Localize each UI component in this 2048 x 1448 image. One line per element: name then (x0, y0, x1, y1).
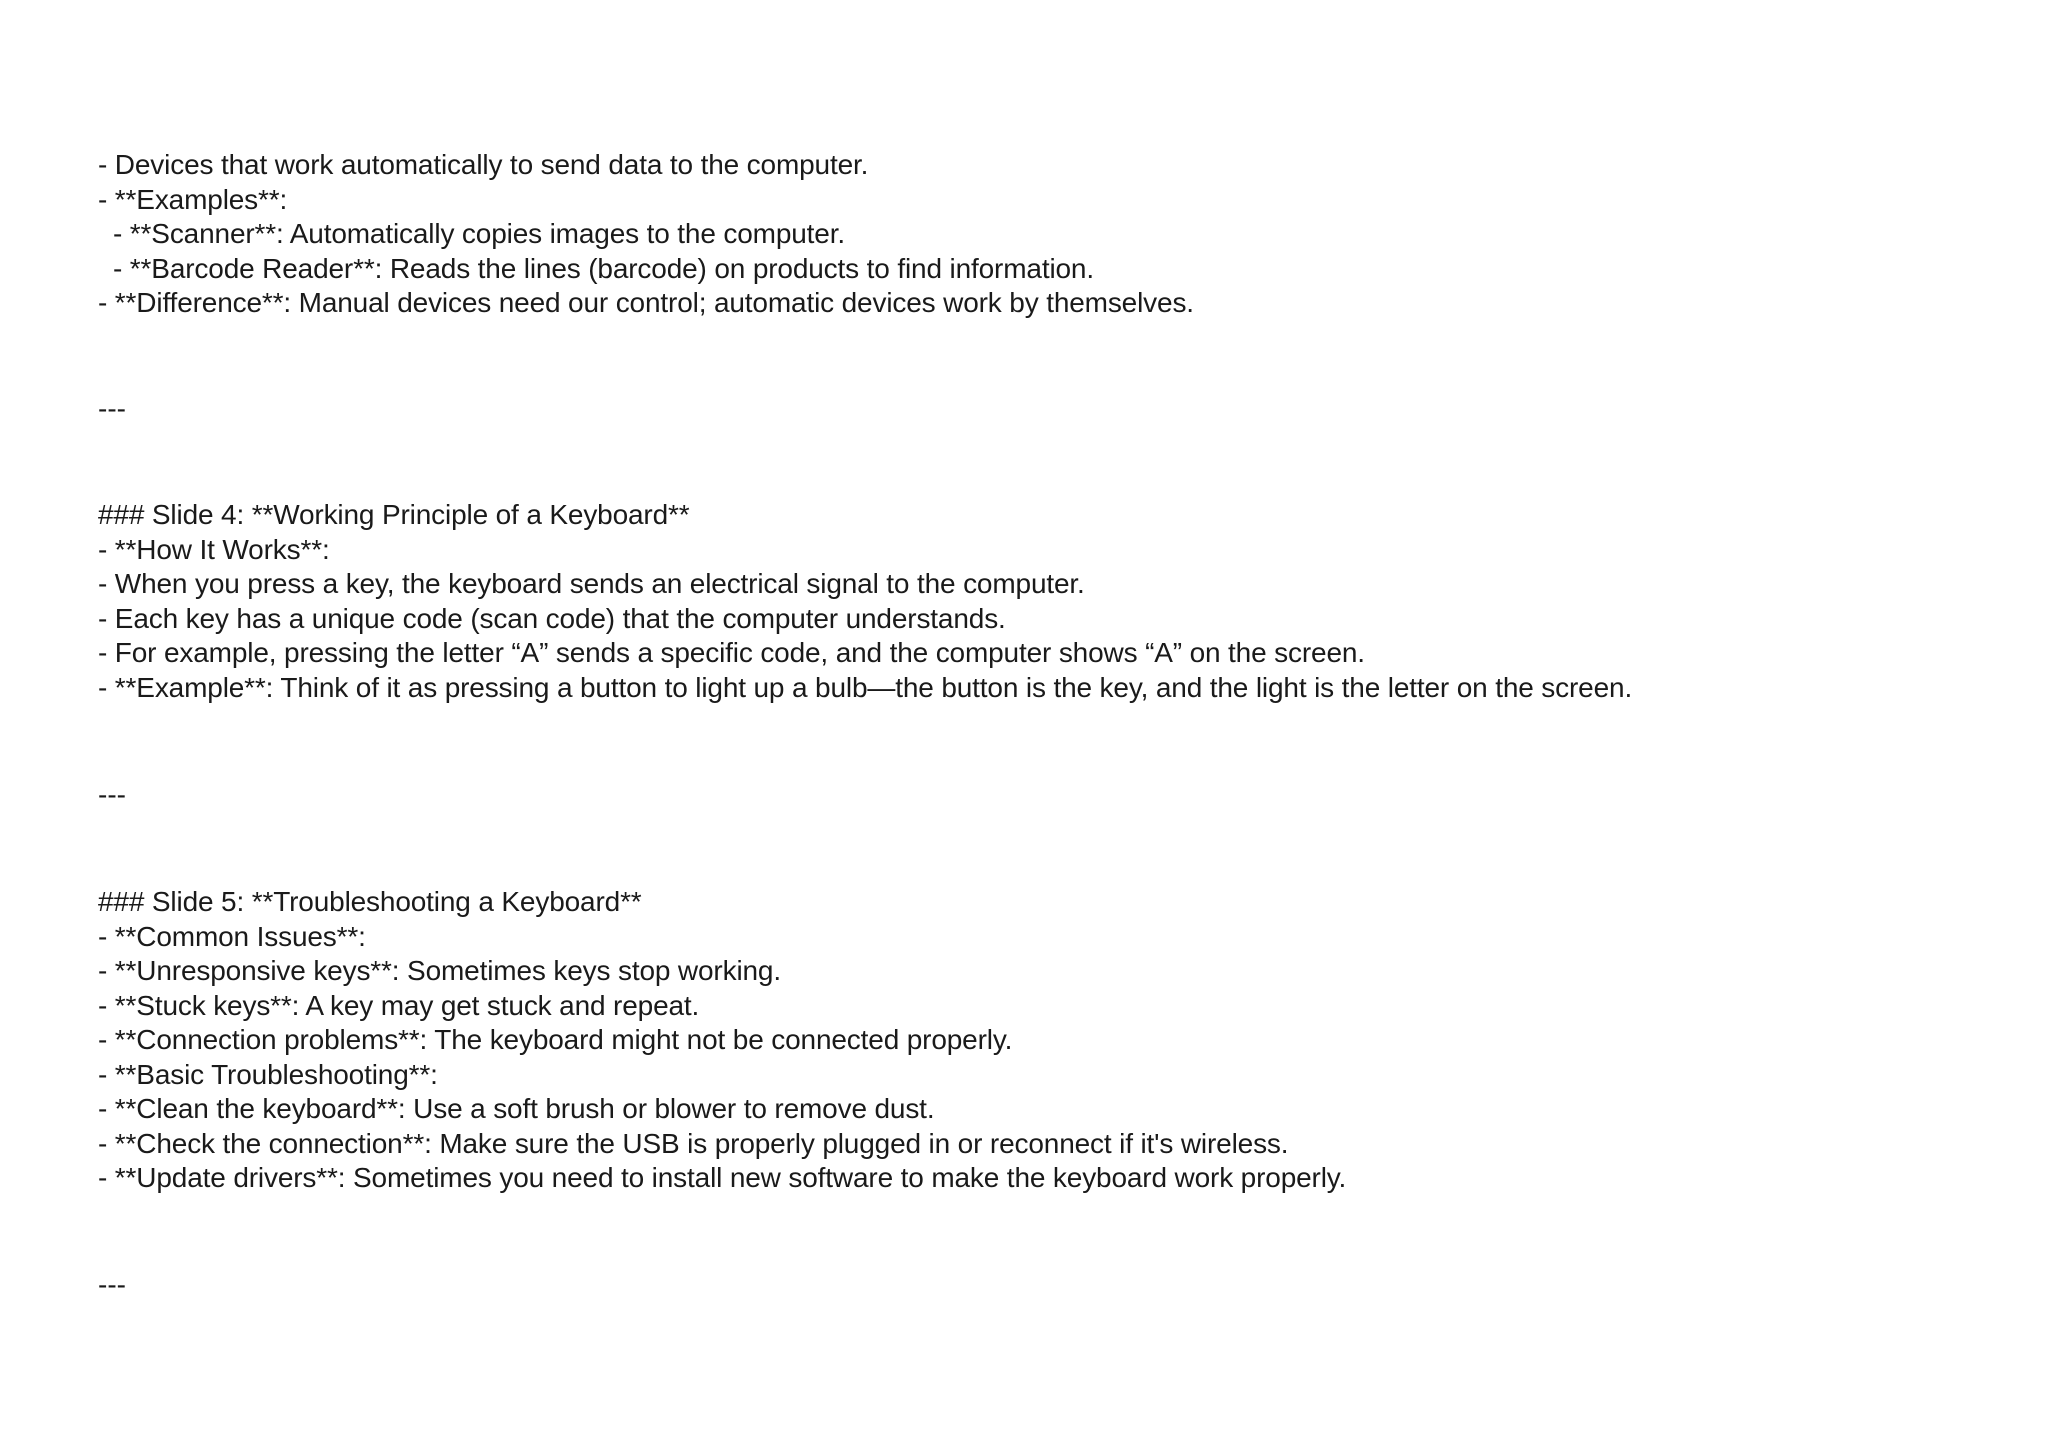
text-line: - When you press a key, the keyboard sends an electrical signal to the computer. (98, 568, 1085, 599)
text-line: - **Barcode Reader**: Reads the lines (barcode) on products to find information. (113, 252, 1094, 284)
text-line: - **Unresponsive keys**: Sometimes keys stop working. (98, 955, 781, 986)
slide-heading: ### Slide 4: **Working Principle of a Keyboard** (98, 499, 690, 530)
automatic-devices-section (98, 148, 1978, 321)
text-line: - For example, pressing the letter “A” sends a specific code, and the computer shows “A” on the screen. (98, 637, 1365, 668)
text-line: - **Examples**: (98, 183, 288, 215)
text-line: - Each key has a unique code (scan code) that the computer understands. (98, 602, 1006, 634)
text-line: - **Connection problems**: The keyboard might not be connected properly. (98, 1024, 1013, 1055)
text-line: - **Update drivers**: Sometimes you need to install new software to make the keyboard work properly. (98, 1162, 1347, 1193)
text-line: - Devices that work automatically to send data to the computer. (98, 149, 869, 180)
text-line: - **Check the connection**: Make sure the USB is properly plugged in or reconnect if it's wireless. (98, 1127, 1289, 1159)
section-separator: --- (98, 779, 126, 810)
text-line: - **Basic Troubleshooting**: (98, 1058, 438, 1090)
slide-5-section (98, 885, 1978, 1196)
text-line: - **Scanner**: Automatically copies images to the computer. (113, 218, 845, 249)
text-line: - **How It Works**: (98, 533, 330, 565)
section-separator: --- (98, 1269, 126, 1300)
text-line: - **Example**: Think of it as pressing a button to light up a bulb—the button is the key, and the light is the letter on the screen. (98, 671, 1633, 703)
text-line: - **Difference**: Manual devices need our control; automatic devices work by themselves. (98, 287, 1194, 318)
slide-heading: ### Slide 5: **Troubleshooting a Keyboard** (98, 886, 642, 917)
section-separator: --- (98, 393, 126, 424)
text-line: - **Stuck keys**: A key may get stuck and repeat. (98, 989, 700, 1021)
text-line: - **Common Issues**: (98, 920, 366, 952)
text-line: - **Clean the keyboard**: Use a soft brush or blower to remove dust. (98, 1093, 935, 1124)
slide-4-section (98, 498, 1978, 705)
